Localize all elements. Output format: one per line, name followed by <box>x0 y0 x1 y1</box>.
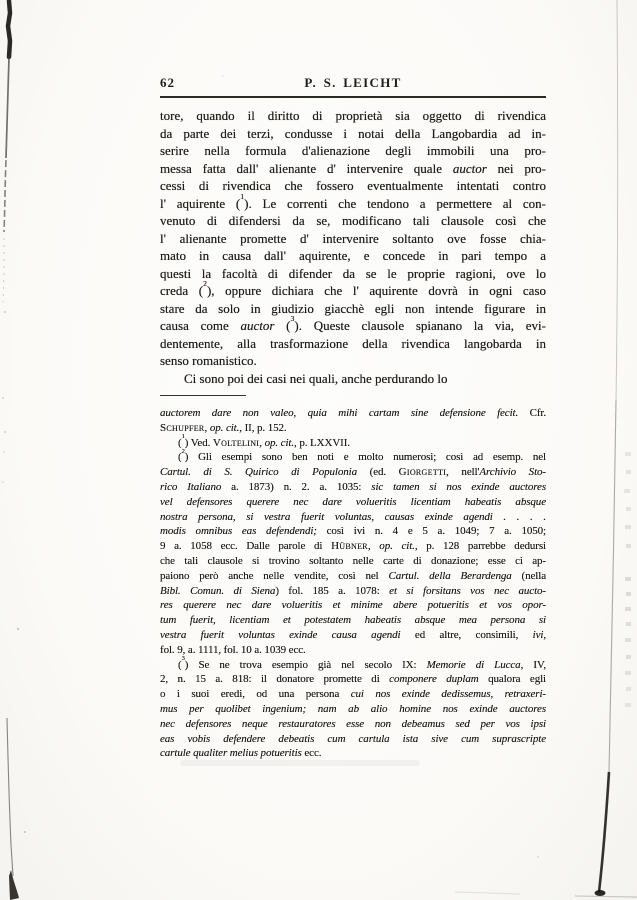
text-line: modis omnibus eas defendendi; così ivi n. 4 e 5 a. 1049; 7 a. 1050; <box>160 525 547 538</box>
page-header <box>160 76 546 90</box>
text-line: venuto di difendersi da se, modificano tali clausole così che <box>160 213 546 228</box>
footnote-separator-rule <box>160 395 246 396</box>
text-line: 9 a. 1058 ecc. Dalle parole di Hübner, op. cit., p. 128 parrebbe dedursi <box>160 540 546 553</box>
text-line: mato in causa dall' aquirente, e concede in pari tempo a <box>160 248 546 263</box>
text-line: ($^3$) Se ne trova esempio già nel secolo IX: Memorie di Lucca, IV, <box>178 654 546 671</box>
page-number: 62 <box>160 75 175 90</box>
text-line: l' aquirente ($^1$). Le correnti che tendono a permettere al con- <box>160 191 546 211</box>
text-line: 2, n. 15 a. 818: il donatore promette di componere duplam qualora egli <box>160 673 547 686</box>
text-line: dentemente, alla trasformazione della rivendica langobarda in <box>160 335 546 351</box>
text-line: nostra persona, si vestra fuerit voluntas, causas exinde agendi . . . . <box>160 510 546 523</box>
text-line: serire nella formula d'alienazione degli immobili una pro- <box>160 143 546 158</box>
text-line: o i suoi eredi, od una persona cui nos exinde dedissemus, retraxeri- <box>160 688 546 701</box>
text-line: vel defensores querere nec dare volueritis licentiam habeatis absque <box>160 495 546 508</box>
footnotes <box>160 406 546 761</box>
text-line: rico Italiano a. 1873) n. 2. a. 1035: sic tamen si nos exinde auctores <box>160 480 546 493</box>
text-line: auctorem dare non valeo, quia mihi cartam sine defensione fecit. Cfr. <box>160 407 547 419</box>
text-line: ($^2$) Gli esempi sono ben noti e molto numerosi; così ad esemp. nel <box>178 447 546 464</box>
text-line: cartule qualiter melius potueritis ecc. <box>160 747 322 760</box>
text-line: res querere nec dare volueritis et minime abere potueritis et vos opor- <box>160 599 546 612</box>
text-line: creda ($^2$), oppure dichiara che l' aquirente dovrà in ogni caso <box>160 279 547 298</box>
text-line: senso romanistico. <box>160 353 257 368</box>
text-line: fol. 9, a. 1111, fol. 10 a. 1039 ecc. <box>160 643 306 656</box>
text-line: stare da solo in giudizio giacchè egli non intende figurare in <box>160 300 546 316</box>
text-line: Schupfer, op. cit., II, p. 152. <box>160 421 287 434</box>
text-line: da parte dei terzi, condusse i notai della Langobardia ad in- <box>160 125 546 141</box>
paragraph <box>160 432 546 451</box>
text-line: tum fuerit, licentiam et potestatem habeatis absque mea persona si <box>160 614 546 627</box>
text-line: Ci sono poi dei casi nei quali, anche perdurando lo <box>184 370 448 386</box>
text-line: cessi di rivendica che fossero eventualmente intentati contro <box>160 178 546 193</box>
text-line: causa come auctor ($^3$). Queste clausole spianano la via, evi- <box>160 314 546 333</box>
binding-mark <box>2 1 26 900</box>
text-line: nec defensores neque restauratores esse non debeamus sed per vos ipsi <box>160 717 546 730</box>
text-line: l' alienante promette d' intervenire soltanto ove fosse chia- <box>160 230 546 246</box>
paragraph <box>160 447 547 657</box>
running-title: P. S. LEICHT <box>304 75 402 90</box>
main-text <box>160 107 546 387</box>
paragraph <box>160 370 546 388</box>
header-rule <box>160 96 546 98</box>
text-line: paiono però anche nelle vendite, così nel Cartul. della Berardenga (nella <box>160 569 546 582</box>
text-line: mus per quolibet ingenium; nam ab alio homine nos exinde auctores <box>160 702 546 715</box>
text-line: eas vobis defendere debeatis cum cartula ista sive cum suprascripte <box>160 732 546 745</box>
text-line: questi la facoltà di difender da se le proprie ragioni, ove lo <box>160 265 546 281</box>
text-line: vestra fuerit voluntas exinde causa agendi ed altre, consimili, ivi, <box>160 628 546 641</box>
text-line: Cartul. di S. Quirico di Populonia (ed. Giorgetti, nell'Archivio Sto- <box>160 466 546 479</box>
text-line: Bibl. Comun. di Siena) fol. 185 a. 1078: et si forsitans vos nec aucto- <box>160 584 546 597</box>
paragraph <box>160 107 546 370</box>
text-line: messa fatta dall' alienante d' intervenire quale auctor nei pro- <box>160 160 546 176</box>
text-line: tore, quando il diritto di proprietà sia oggetto di rivendica <box>160 108 546 123</box>
page-content <box>160 76 546 761</box>
paragraph <box>160 406 546 436</box>
text-line: ($^1$) Ved. Voltelini, op. cit., p. LXXVII. <box>178 432 350 449</box>
text-line: che tali clausole si trovino soltanto nelle carte di donazione; esse ci ap- <box>160 554 546 567</box>
paragraph <box>160 654 547 762</box>
